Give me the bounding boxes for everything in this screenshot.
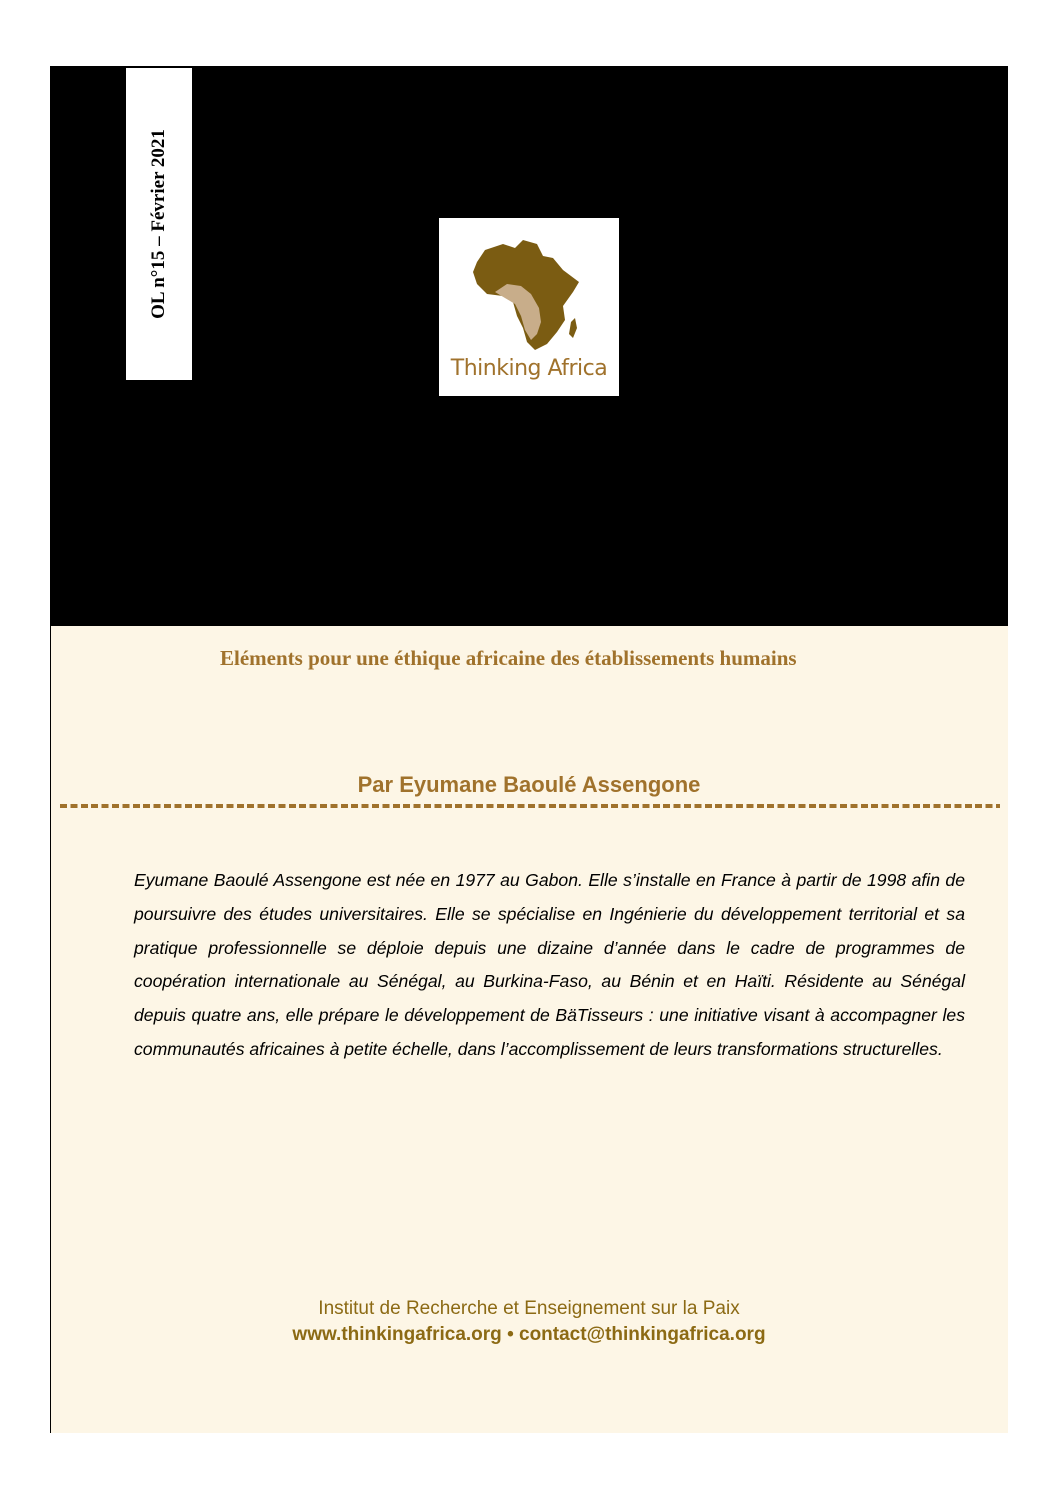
issue-tab [126,68,192,380]
left-border-rule [50,626,51,1433]
issue-label: OL n°15 – Février 2021 [148,129,169,319]
logo [439,218,619,396]
cover-page [50,66,1008,1433]
dashed-divider [60,804,1000,808]
document-title: Eléments pour une éthique africaine des établissements humains [220,646,797,670]
footer-web-contact[interactable]: www.thinkingafrica.org • contact@thinkingafrica.org [292,1324,766,1345]
author-bio: Eyumane Baoulé Assengone est née en 1977 au Gabon. Elle s’installe en France à partir de 1998 afin de poursuivre des études universitaires. Elle se spécialise en Ingénierie du développement territorial et sa pratique professionnelle se déploie depuis une dizaine d’année dans le cadre de programmes de coopération internationale au Sénégal, au Burkina-Faso, au Bénin et en Haïti. Résidente au Sénégal depuis quatre ans, elle prépare le développement de BäTisseurs : une initiative visant à accompagner les communautés africaines à petite échelle, dans l’accomplissement de leurs transformations structurelles. [134,870,965,1059]
author-byline: Par Eyumane Baoulé Assengone [357,772,701,797]
africa-map-icon [467,230,591,358]
footer-institute: Institut de Recherche et Enseignement sur la Paix [318,1298,740,1319]
header-band [50,66,1008,626]
logo-text: Thinking Africa [450,356,608,381]
